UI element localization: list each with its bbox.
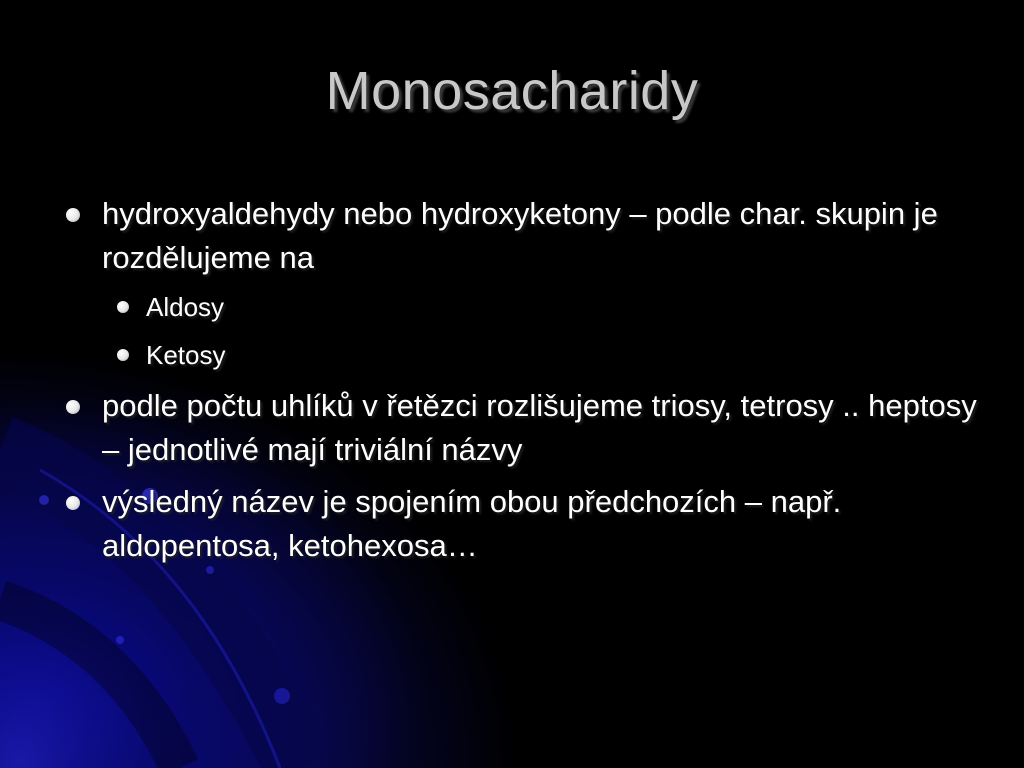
bullet-icon xyxy=(66,208,80,222)
bullet-item xyxy=(60,192,980,280)
decorative-bubble xyxy=(274,688,290,704)
bullet-text: výsledný název je spojením obou předchozích – např. aldopentosa, ketohexosa… xyxy=(102,484,842,563)
sub-bullet-item xyxy=(60,288,980,326)
bullet-icon xyxy=(117,349,129,361)
bullet-text: podle počtu uhlíků v řetězci rozlišujeme triosy, tetrosy .. heptosy – jednotlivé mají triviální názvy xyxy=(102,388,977,467)
decorative-glow xyxy=(0,600,180,768)
bullet-icon xyxy=(66,496,80,510)
slide-title: Monosacharidy xyxy=(325,61,699,121)
bullet-icon xyxy=(66,400,80,414)
bullet-item xyxy=(60,384,980,472)
bullet-icon xyxy=(117,301,129,313)
sub-bullet-text: Aldosy xyxy=(146,292,225,322)
bullet-item xyxy=(60,480,980,568)
sub-bullet-item xyxy=(60,336,980,374)
bullet-list xyxy=(60,192,980,576)
decorative-bubble xyxy=(39,495,49,505)
sub-bullet-text: Ketosy xyxy=(146,340,226,370)
bullet-text: hydroxyaldehydy nebo hydroxyketony – podle char. skupin je rozdělujeme na xyxy=(102,196,938,275)
